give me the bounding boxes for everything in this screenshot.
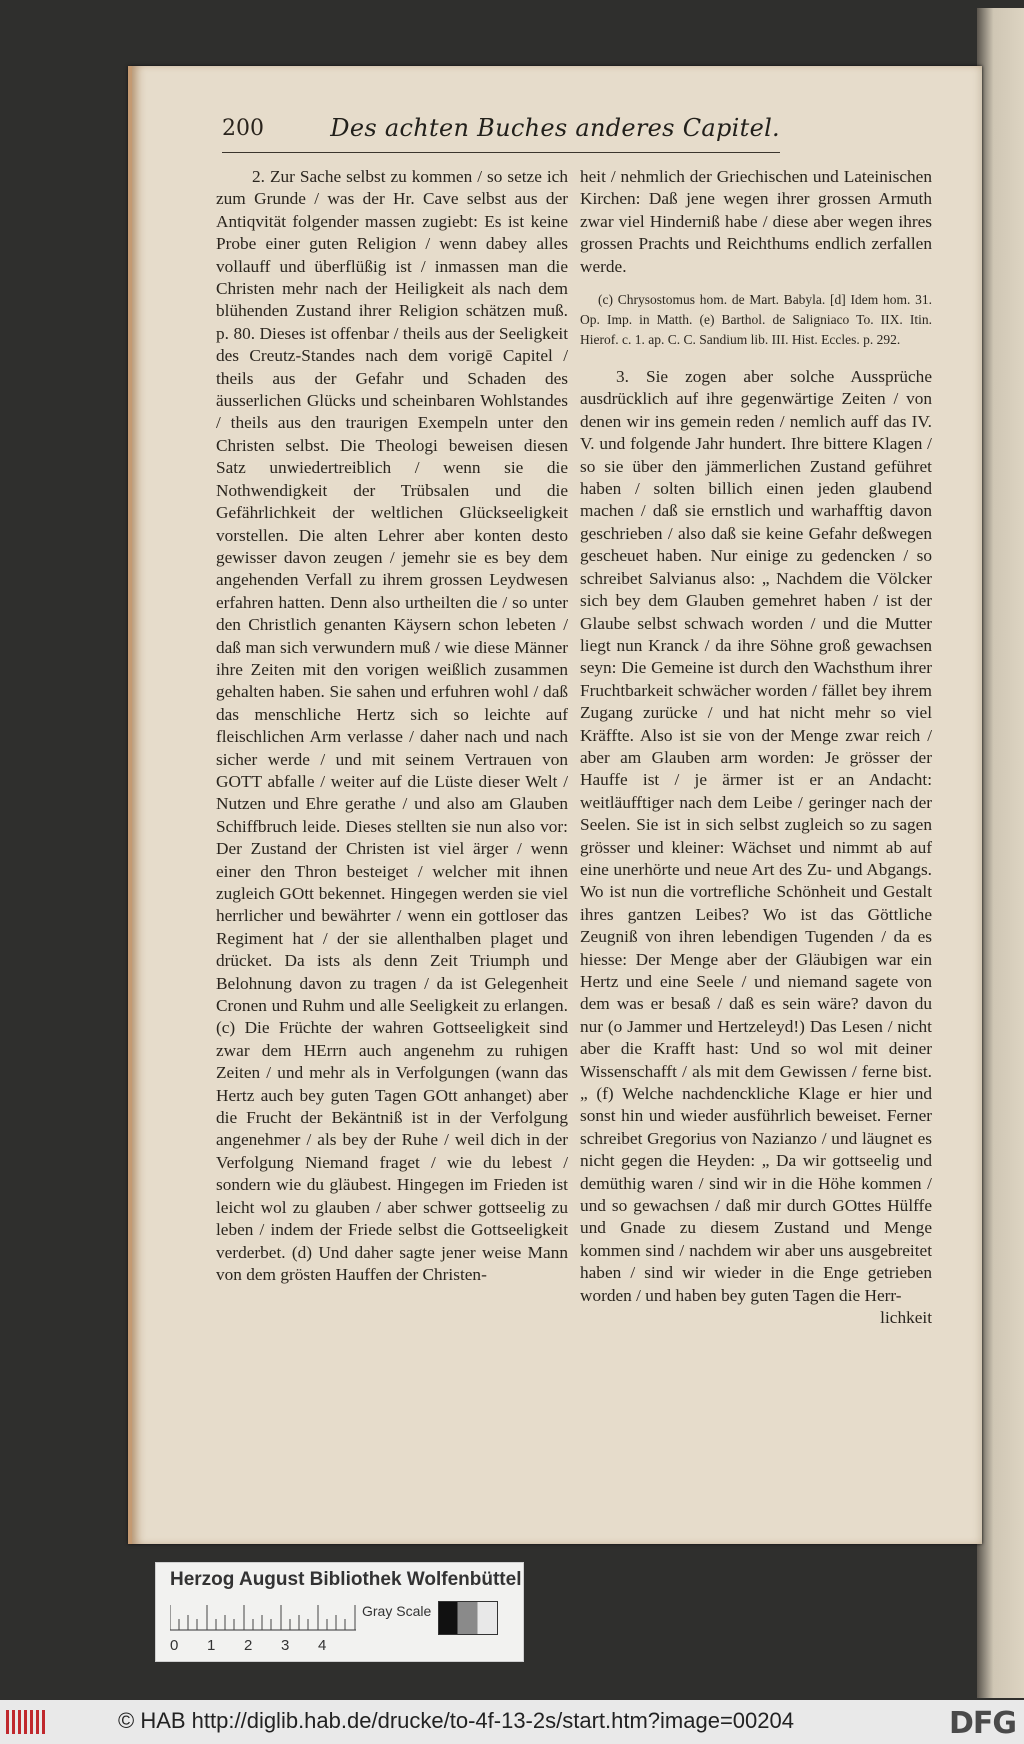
gray-scale-swatches — [438, 1601, 498, 1635]
footnotes: (c) Chrysostomus hom. de Mart. Babyla. [d] Idem hom. 31. Op. Imp. in Matth. (e) Barthol. de Saligniaco To. IIX. Itin. Hierof. c. 1. ap. C. C. Sandium lib. III. Hist. Eccles. p. 292. — [580, 292, 932, 348]
paragraph-2: 2. Zur Sache selbst zu kommen / so setze ich zum Grunde / was der Hr. Cave selbst aus der Antiqvität folgender massen zugiebt: Es ist keine Probe einer guten Religion / wenn dabey alles vollauff und überflüßig ist / inmassen man die Christen mehr nach der Heiligkeit als nach dem blühenden Zustand ihrer Religion schätzen muß. p. 80. Dieses ist offenbar / theils aus der Seeligkeit des Creutz-Standes nach dem vorigē Capitel / theils aus der Gefahr und Schaden des äusserlichen Glücks und scheinbaren Wohlstandes / theils aus den traurigen Exempeln unter den Christen selbst. Die Theologi beweisen diesen Satz unwiedertreiblich / wenn sie die Nothwendigkeit der Trübsalen und die Gefährlichkeit der weltlichen Glückseeligkeit vorstellen. Die alten Lehrer aber konten desto gewisser davon zeugen / jemehr sie es bey dem angehenden Verfall zu ihrem grossen Leydwesen erfahren hatten. Denn also urtheilten die / so unter den Christlich genanten Käysern schon lebeten / daß man sich verwundern muß / wie diese Männer ihre Zeiten mit den vorigen weißlich zusammen gehalten haben. Sie sahen und erfuhren wohl / daß das menschliche Hertz sich so leichte auf fleischlichen Arm verlasse / daher nach und nach sicher werde / und mit seinem Vertrauen von GOTT abfalle / weiter auf die Lüste dieser Welt / Nutzen und Ehre gerathe / und also am Glauben Schiffbruch leide. Dieses stellten sie nun also vor: Der Zustand der Christen ist viel ärger / wenn einer den Thron besteiget / welcher mit ihnen zugleich GOtt bekennet. Hingegen werden sie viel herrlicher und bewährter / wenn ein gottloser das Regiment hat / der sie allenthalben plaget und drücket. Da ists als denn Zeit Triumph und Belohnung davon zu tragen / da ist Gelegenheit Cronen und Ruhm und alle Seeligkeit zu erlangen. (c) Die Früchte der wahren Gottseeligkeit sind zwar dem HErrn auch angenehm zu ruhigen Zeiten / und mehr als in Verfolgungen (wann das Hertz auch bey guten Tagen GOtt anhanget) aber die Frucht der Bekäntniß ist in der Verfolgung angenehmer / als bey der Ruhe / weil dich in der Verfolgung Niemand fraget / wie du lebest / sondern wie du gläubest. Hingegen im Frieden ist leicht wol zu glauben / aber schwer gottseelig zu leben / indem der Friede selbst die Gottseeligkeit verderbet. (d) Und daher sagte jener weise Mann von dem grösten Hauffen der Christen- — [216, 167, 568, 1284]
paragraph-3: 3. Sie zogen aber solche Aussprüche ausdrücklich auf ihre gegenwärtige Zeiten / von denen wir ins gemein reden / nemlich auff das IV. V. und folgende Jahr hundert. Ihre bittere Klagen / so sie über den jämmerlichen Zustand geführet haben / solten billich einen jeden glaubend machen / daß sie ernstlich und warhafftig davon geschrieben / also daß sie keine Gefahr deßwegen gescheuet haben. Nur einige zu gedencken / so schreibet Salvianus also: „ Nachdem die Völcker sich bey dem Glauben gemehret haben / ist der Glaube selbst schwach worden / und die Mutter liegt nun Kranck / da ihre Söhne groß gewachsen seyn: Die Gemeine ist durch den Wachsthum ihrer Fruchtbarkeit schwächer worden / fället bey ihrem Zugang zurücke / und hat nicht mehr so viel Kräffte. Also ist sie von der Menge zwar reich / aber am Glauben arm worden: Je grösser der Hauffe ist / je ärmer ist er an Andacht: weitläufftiger nach dem Leibe / geringer nach der Seelen. Sie ist in sich selbst zugleich so zu sagen grösser und kleiner: Wächset und nimmt ab auf eine unerhörte und neue Art des Zu- und Abgangs. Wo ist nun die vortrefliche Schönheit und Gestalt ihres gantzen Leibes? Wo ist das Göttliche Zeugniß von ihren lebendigen Tugenden / da es hiesse: Der Menge aber der Gläubigen war ein Hertz und eine Seele / und niemand sagete von dem was er besaß / daß es sein wäre? davon du nur (o Jammer und Hertzeleyd!) Das Lesen / nicht aber die Krafft hast: Und so wol mit deiner Wissenschafft / als mit dem Gewissen / ferne bist. „ (f) Welche nachdenckliche Klage er hier und sonst hin und wieder ausführlich beweiset. Ferner schreibet Gregorius von Nazianzo / und läugnet es nicht gegen die Heyden: „ Da wir gottseelig und demüthig waren / sind wir in die Höhe kommen / und so gewachsen / daß mir durch GOttes Hülffe und Gnade zu diesem Zustand und Menge kommen sind / nachdem wir aber uns ausgebreitet haben / sind wir wieder in die Enge getrieben worden / und haben bey guten Tagen die Herr- — [580, 367, 932, 1305]
hab-logo-icon — [4, 1708, 46, 1736]
color-scale-card — [155, 1562, 524, 1662]
ruler-number: 4 — [318, 1637, 327, 1654]
ruler-number: 0 — [170, 1637, 179, 1654]
library-name: Herzog August Bibliothek Wolfenbüttel — [170, 1569, 522, 1590]
ruler-scale — [170, 1601, 370, 1631]
running-head-title: Des achten Buches anderes Capitel. — [330, 114, 780, 142]
gray-scale-label: Gray Scale — [362, 1603, 432, 1619]
page-number: 200 — [222, 116, 264, 141]
paragraph-continuation: heit / nehmlich der Griechischen und Lateinischen Kirchen: Daß jene wegen ihrer grossen Armuth zwar viel Hinderniß habe / diese aber wegen ihres grossen Prachts und Reichthums endlich zerfallen werde. — [580, 167, 932, 276]
ruler-number: 3 — [281, 1637, 290, 1654]
copyright-url: © HAB http://diglib.hab.de/drucke/to-4f-13-2s/start.htm?image=00204 — [118, 1708, 794, 1733]
ruler-number: 1 — [207, 1637, 216, 1654]
left-text-column — [216, 166, 568, 1286]
dfg-logo: DFG — [948, 1706, 1016, 1741]
right-text-column — [580, 166, 932, 1330]
facing-page-edge — [977, 8, 1024, 1698]
running-head — [222, 116, 780, 153]
footer-bar — [0, 1700, 1024, 1744]
ruler-number: 2 — [244, 1637, 253, 1654]
catchword: lichkeit — [880, 1308, 932, 1328]
